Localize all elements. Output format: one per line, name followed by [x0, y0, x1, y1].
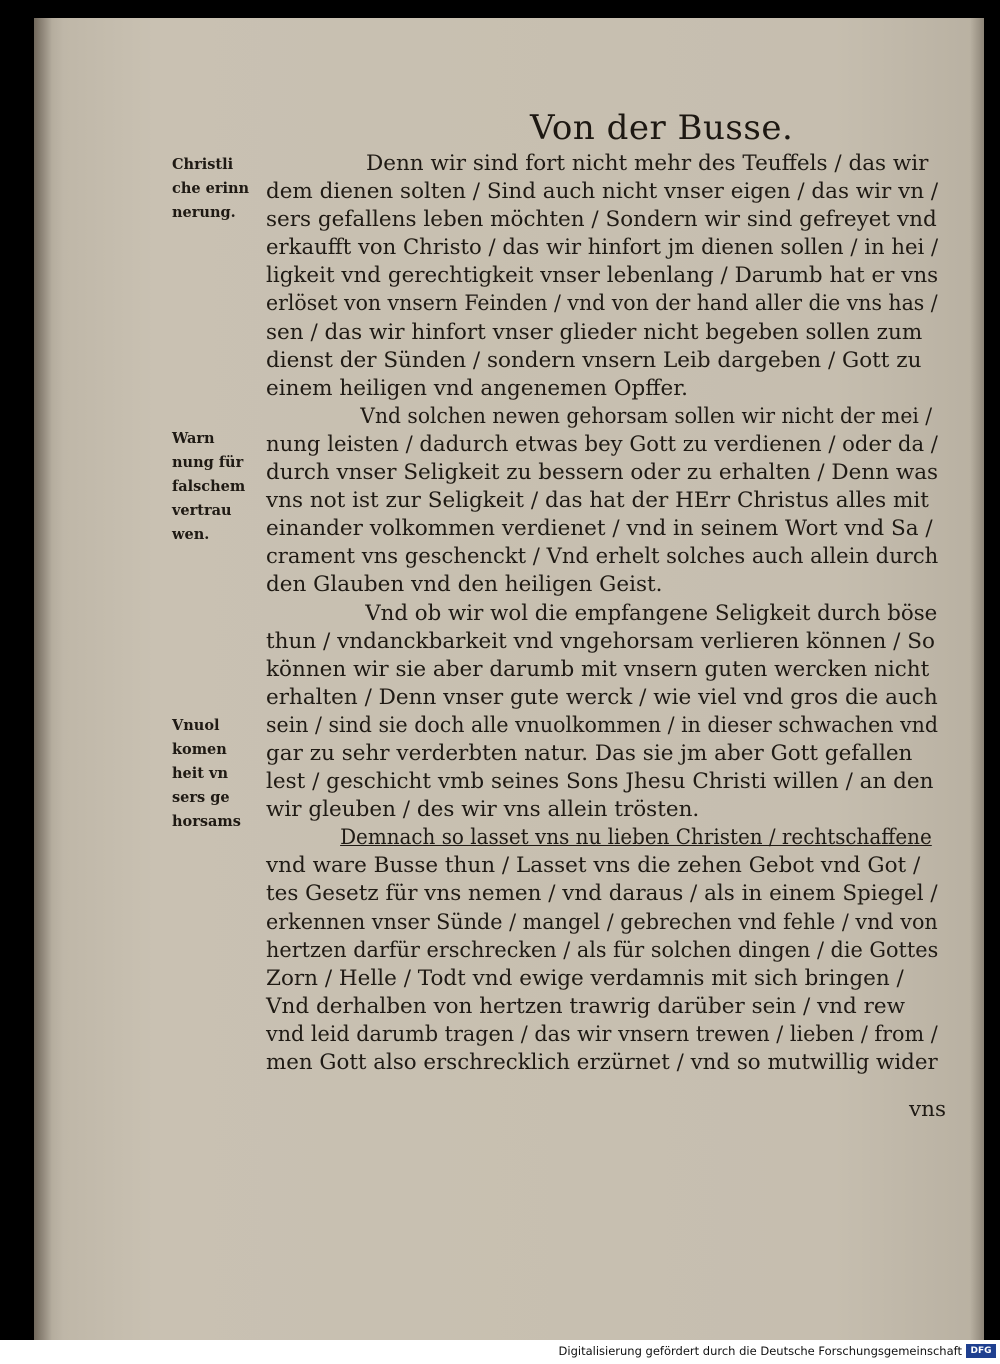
text-line: wir gleuben / des wir vns allein trösten.: [266, 797, 700, 823]
margin-note-line: Christli: [172, 156, 234, 173]
text-line: hertzen darfür erschrecken / als für solchen dingen / die Gottes: [266, 937, 939, 963]
margin-note-2: [172, 427, 264, 547]
text-line: lest / geschicht vmb seines Sons Jhesu Christi willen / an den: [266, 769, 934, 795]
text-line: können wir sie aber darumb mit vnsern guten wercken nicht: [266, 656, 930, 682]
text-line: einander volkommen verdienet / vnd in seinem Wort vnd Sa /: [266, 516, 933, 542]
margin-note-line: falschem: [172, 478, 246, 495]
text-line: Denn wir sind fort nicht mehr des Teuffels / das wir: [366, 151, 929, 176]
text-line: dem dienen solten / Sind auch nicht vnser eigen / das wir vn /: [266, 179, 939, 205]
text-line: sers gefallens leben möchten / Sondern wir sind gefreyet vnd: [266, 207, 937, 233]
text-line: vnd ware Busse thun / Lasset vns die zehen Gebot vnd Got /: [266, 853, 921, 879]
text-line: den Glauben vnd den heiligen Geist.: [266, 572, 663, 598]
text-line: thun / vndanckbarkeit vnd vngehorsam verlieren können / So: [266, 628, 935, 654]
page-gutter-shadow: [34, 18, 52, 1340]
text-line: vns not ist zur Seligkeit / das hat der HErr Christus alles mit: [266, 488, 929, 514]
text-line: tes Gesetz für vns nemen / vnd daraus / als in einem Spiegel /: [266, 881, 938, 907]
text-line: einem heiligen vnd angenemen Opffer.: [266, 375, 689, 401]
text-line: dienst der Sünden / sondern vnsern Leib dargeben / Gott zu: [266, 347, 922, 373]
text-line: men Gott also erschrecklich erzürnet / vnd so mutwillig wider: [266, 1050, 938, 1075]
text-line: nung leisten / dadurch etwas bey Gott zu verdienen / oder da /: [266, 431, 938, 457]
text-line: Vnd ob wir wol die empfangene Seligkeit durch böse: [365, 600, 938, 626]
catchword: vns: [908, 1097, 946, 1122]
margin-note-line: heit vn: [172, 765, 228, 782]
margin-note-line: Vnuol: [172, 717, 220, 734]
dfg-logo: DFG: [966, 1344, 996, 1358]
margin-note-line: nerung.: [172, 204, 236, 221]
text-line: erhalten / Denn vnser gute werck / wie viel vnd gros die auch: [266, 684, 938, 710]
margin-note-line: komen: [172, 741, 227, 758]
margin-note-line: che erinn: [172, 180, 250, 197]
margin-note-1: [172, 153, 264, 225]
text-line: Zorn / Helle / Todt vnd ewige verdamnis mit sich bringen /: [266, 965, 904, 991]
margin-note-line: horsams: [172, 813, 241, 830]
margin-note-3: [172, 714, 264, 834]
body-text: [266, 150, 938, 1077]
text-line: Demnach so lasset vns nu lieben Christen / rechtschaffene: [340, 825, 932, 851]
margin-note-line: Warn: [172, 430, 215, 447]
footer-bar: [0, 1340, 1000, 1364]
text-line: erkennen vnser Sünde / mangel / gebrechen vnd fehle / vnd von: [266, 909, 938, 935]
text-line: gar zu sehr verderbten natur. Das sie jm aber Gott gefallen: [266, 740, 913, 766]
text-line: durch vnser Seligkeit zu bessern oder zu erhalten / Denn was: [266, 460, 939, 486]
page-edge-shadow: [970, 18, 984, 1340]
margin-note-line: sers ge: [172, 789, 230, 806]
text-line: Vnd solchen newen gehorsam sollen wir nicht der mei /: [360, 403, 933, 429]
text-line: crament vns geschenckt / Vnd erhelt solches auch allein durch: [266, 544, 939, 570]
margin-note-line: vertrau: [172, 502, 232, 519]
text-line: sen / das wir hinfort vnser glieder nicht begeben sollen zum: [266, 319, 923, 345]
running-head: Von der Busse.: [530, 108, 794, 148]
text-line: vnd leid darumb tragen / das wir vnsern trewen / lieben / from /: [266, 1021, 938, 1047]
margin-note-line: wen.: [172, 526, 210, 543]
text-line: sein / sind sie doch alle vnuolkommen / in dieser schwachen vnd: [266, 712, 938, 738]
text-line: erlöset von vnsern Feinden / vnd von der hand aller die vns has /: [266, 291, 938, 317]
text-line: Vnd derhalben von hertzen trawrig darüber sein / vnd rew: [266, 993, 906, 1019]
text-line: ligkeit vnd gerechtigkeit vnser lebenlang / Darumb hat er vns: [266, 263, 939, 289]
funding-notice: Digitalisierung gefördert durch die Deutsche Forschungsgemeinschaft: [558, 1344, 962, 1358]
margin-note-line: nung für: [172, 454, 244, 471]
text-line: erkaufft von Christo / das wir hinfort jm dienen sollen / in hei /: [266, 235, 939, 261]
